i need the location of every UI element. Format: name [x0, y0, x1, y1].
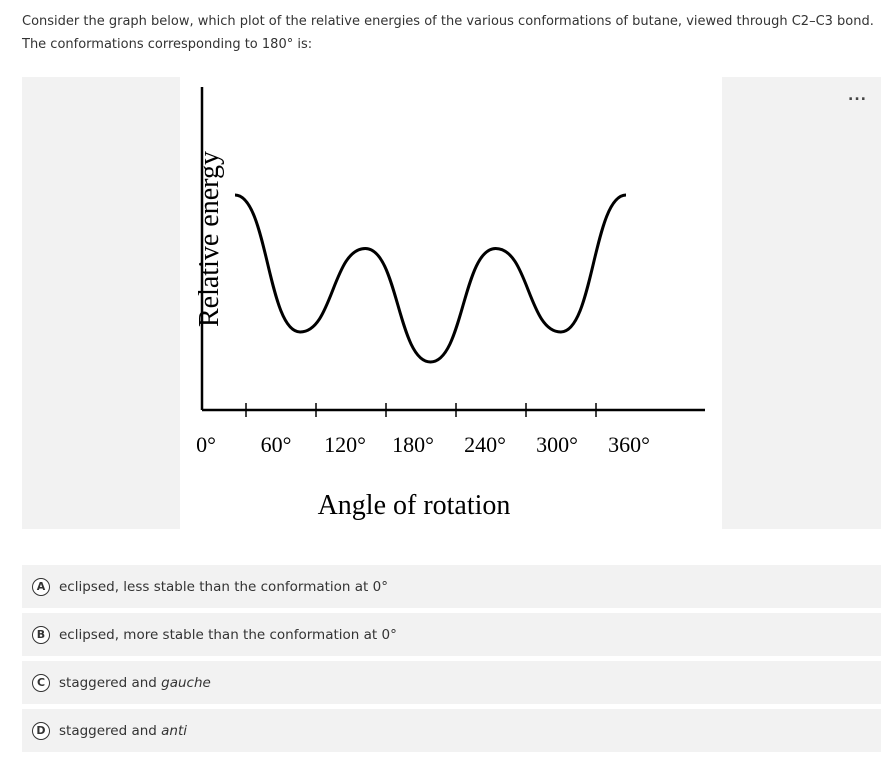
question-line-2: The conformations corresponding to 180° is:: [22, 37, 313, 52]
option-letter-b: B: [32, 626, 50, 644]
option-c[interactable]: [22, 661, 881, 704]
option-letter-d: D: [32, 722, 50, 740]
option-a-text: eclipsed, less stable than the conformation at 0°: [59, 578, 388, 595]
energy-curve: [235, 195, 626, 362]
x-tick-label: 300°: [536, 432, 578, 457]
x-tick-label: 120°: [324, 432, 366, 457]
question-text: [22, 10, 882, 56]
option-letter-c: C: [32, 674, 50, 692]
option-letter-a: A: [32, 578, 50, 596]
option-d-text: staggered and anti: [59, 722, 188, 739]
option-b[interactable]: [22, 613, 881, 656]
energy-chart: [180, 77, 722, 529]
figure-container: [22, 77, 881, 529]
option-b-text: eclipsed, more stable than the conformation at 0°: [59, 626, 397, 643]
option-a[interactable]: [22, 565, 881, 608]
more-options-button[interactable]: ...: [848, 88, 867, 104]
x-tick-label: 60°: [260, 432, 292, 457]
option-d[interactable]: [22, 709, 881, 752]
option-c-text: staggered and gauche: [59, 674, 211, 691]
energy-graph-image: [180, 77, 722, 529]
x-tick-label: 0°: [196, 432, 216, 457]
answer-options: [22, 565, 881, 757]
question-line-1: Consider the graph below, which plot of the relative energies of the various conformations of butane, viewed through C2–C3 bond.: [22, 14, 874, 29]
y-axis-label: Relative energy: [194, 151, 225, 327]
x-tick-label: 360°: [608, 432, 650, 457]
x-tick-label: 180°: [392, 432, 434, 457]
x-axis-label: Angle of rotation: [317, 490, 511, 521]
x-tick-label: 240°: [464, 432, 506, 457]
